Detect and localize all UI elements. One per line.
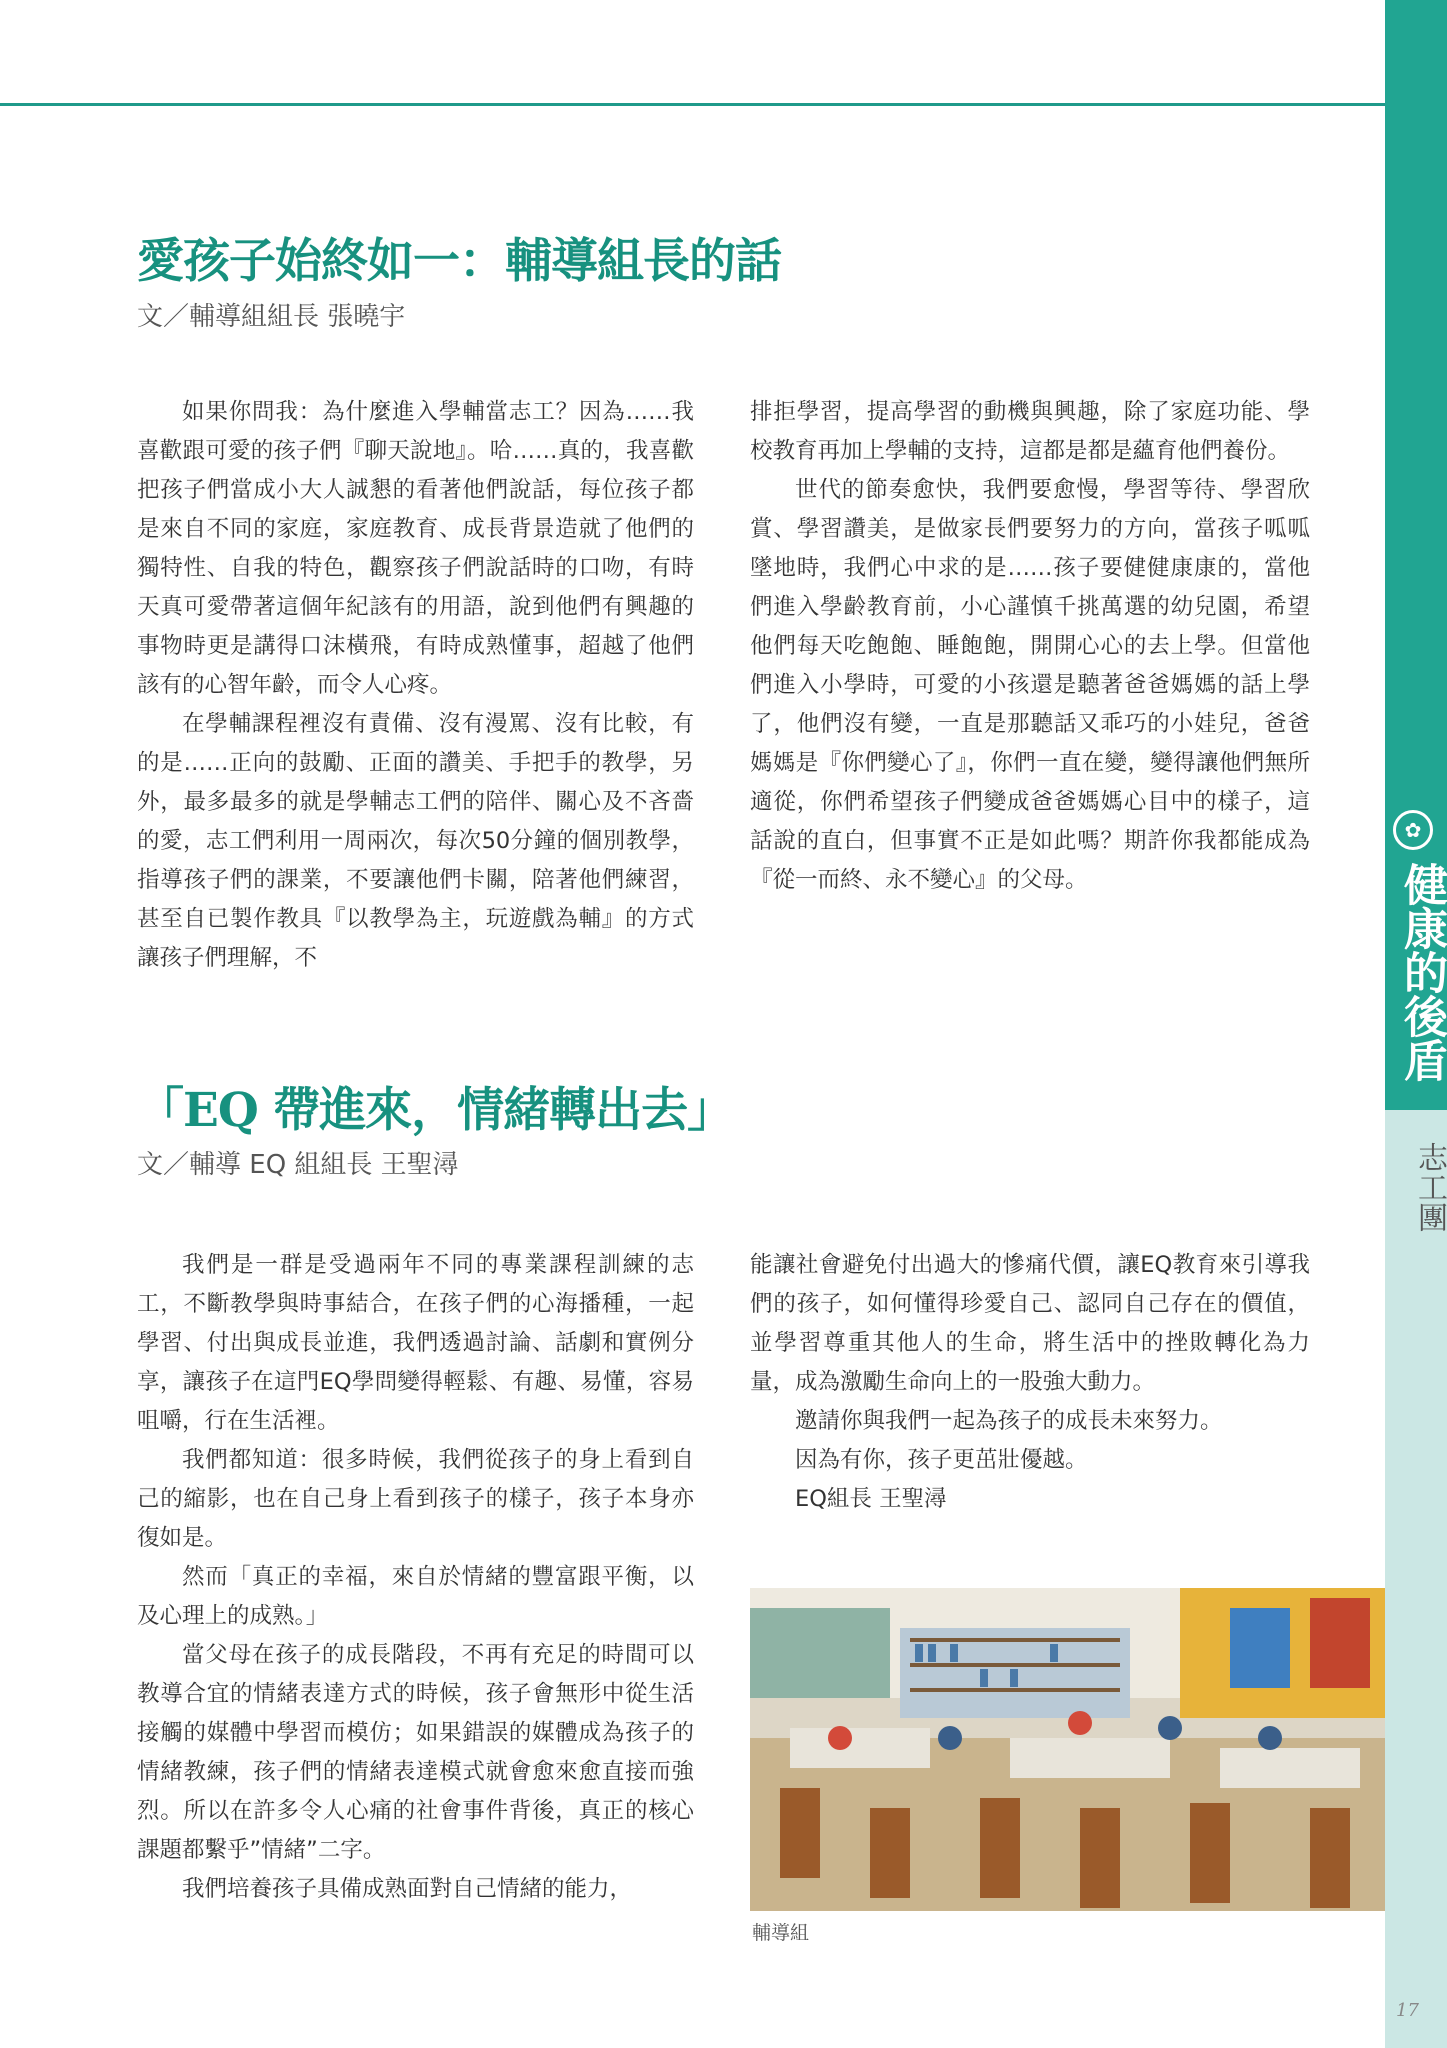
paragraph: 邀請你與我們一起為孩子的成長未來努力。 <box>795 1408 1223 1434</box>
photo-caption: 輔導組 <box>752 1922 810 1944</box>
paragraph: EQ組長 王聖潯 <box>795 1486 947 1512</box>
paragraph: 如果你問我：為什麼進入學輔當志工？因為……我喜歡跟可愛的孩子們『聊天說地』。哈……真的，我喜歡把孩子們當成小大人誠懇的看著他們說話，每位孩子都是來自不同的家庭，家庭教育、成長背景造就了他們的獨特性、自我的特色，觀察孩子們說話時的口吻，有時天真可愛帶著這個年紀該有的用語，說到他們有興趣的事物時更是講得口沫橫飛，有時成熟懂事，超越了他們該有的心智年齡，而令人心疼。 <box>137 399 694 698</box>
paragraph: 當父母在孩子的成長階段，不再有充足的時間可以教導合宜的情緒表達方式的時候，孩子會無形中從生活接觸的媒體中學習而模仿；如果錯誤的媒體成為孩子的情緒教練，孩子們的情緒表達模式就會愈來愈直接而強烈。所以在許多令人心痛的社會事件背後，真正的核心課題都繫乎”情緒”二字。 <box>137 1642 694 1863</box>
article1-title: 愛孩子始終如一：輔導組長的話 <box>137 234 781 289</box>
classroom-illustration <box>750 1588 1385 1911</box>
article1-left-column <box>137 393 694 978</box>
article2-right-column <box>750 1246 1310 1519</box>
paragraph: 因為有你，孩子更茁壯優越。 <box>795 1447 1088 1473</box>
paragraph: 排拒學習，提高學習的動機與興趣，除了家庭功能、學校教育再加上學輔的支持，這都是都是蘊育他們養份。 <box>750 399 1310 464</box>
paragraph: 我們培養孩子具備成熟面對自己情緒的能力， <box>182 1876 633 1902</box>
article2-title: 「EQ 帶進來，情緒轉出去」 <box>137 1083 734 1138</box>
article2-left-column <box>137 1246 694 1909</box>
paragraph: 然而「真正的幸福，來自於情緒的豐富跟平衡，以及心理上的成熟。」 <box>137 1564 694 1629</box>
section-title: 健康的後盾 <box>1396 862 1447 1082</box>
section-subtitle: 志工團 <box>1412 1142 1447 1232</box>
side-band-lower <box>1385 1110 1447 2048</box>
paragraph: 我們是一群是受過兩年不同的專業課程訓練的志工，不斷教學與時事結合，在孩子們的心海播種，一起學習、付出與成長並進，我們透過討論、話劇和實例分享，讓孩子在這門EQ學問變得輕鬆、有趣、易懂，容易咀嚼，行在生活裡。 <box>137 1252 694 1434</box>
classroom-photo <box>750 1588 1385 1911</box>
emblem-icon: ✿ <box>1393 810 1433 850</box>
article2-byline: 文／輔導 EQ 組組長 王聖潯 <box>137 1150 459 1180</box>
top-rule <box>0 103 1385 106</box>
article1-right-column <box>750 393 1310 900</box>
page-number: 17 <box>1396 2000 1419 2021</box>
paragraph: 世代的節奏愈快，我們要愈慢，學習等待、學習欣賞、學習讚美，是做家長們要努力的方向，當孩子呱呱墜地時，我們心中求的是……孩子要健健康康的，當他們進入學齡教育前，小心謹慎千挑萬選的幼兒園，希望他們每天吃飽飽、睡飽飽，開開心心的去上學。但當他們進入小學時，可愛的小孩還是聽著爸爸媽媽的話上學了，他們沒有變，一直是那聽話又乖巧的小娃兒，爸爸媽媽是『你們變心了』，你們一直在變，變得讓他們無所適從，你們希望孩子們變成爸爸媽媽心目中的樣子，這話說的直白，但事實不正是如此嗎？期許你我都能成為『從一而終、永不變心』的父母。 <box>750 477 1310 893</box>
paragraph: 能讓社會避免付出過大的慘痛代價，讓EQ教育來引導我們的孩子，如何懂得珍愛自己、認同自己存在的價值，並學習尊重其他人的生命，將生活中的挫敗轉化為力量，成為激勵生命向上的一股強大動力。 <box>750 1252 1310 1395</box>
article1-byline: 文／輔導組組長 張曉宇 <box>137 302 406 332</box>
paragraph: 我們都知道：很多時候，我們從孩子的身上看到自己的縮影，也在自己身上看到孩子的樣子，孩子本身亦復如是。 <box>137 1447 694 1551</box>
paragraph: 在學輔課程裡沒有責備、沒有漫罵、沒有比較，有的是……正向的鼓勵、正面的讚美、手把手的教學，另外，最多最多的就是學輔志工們的陪伴、關心及不吝嗇的愛，志工們利用一周兩次，每次50分鐘的個別教學，指導孩子們的課業，不要讓他們卡關，陪著他們練習，甚至自已製作教具『以教學為主，玩遊戲為輔』的方式讓孩子們理解，不 <box>137 711 694 971</box>
